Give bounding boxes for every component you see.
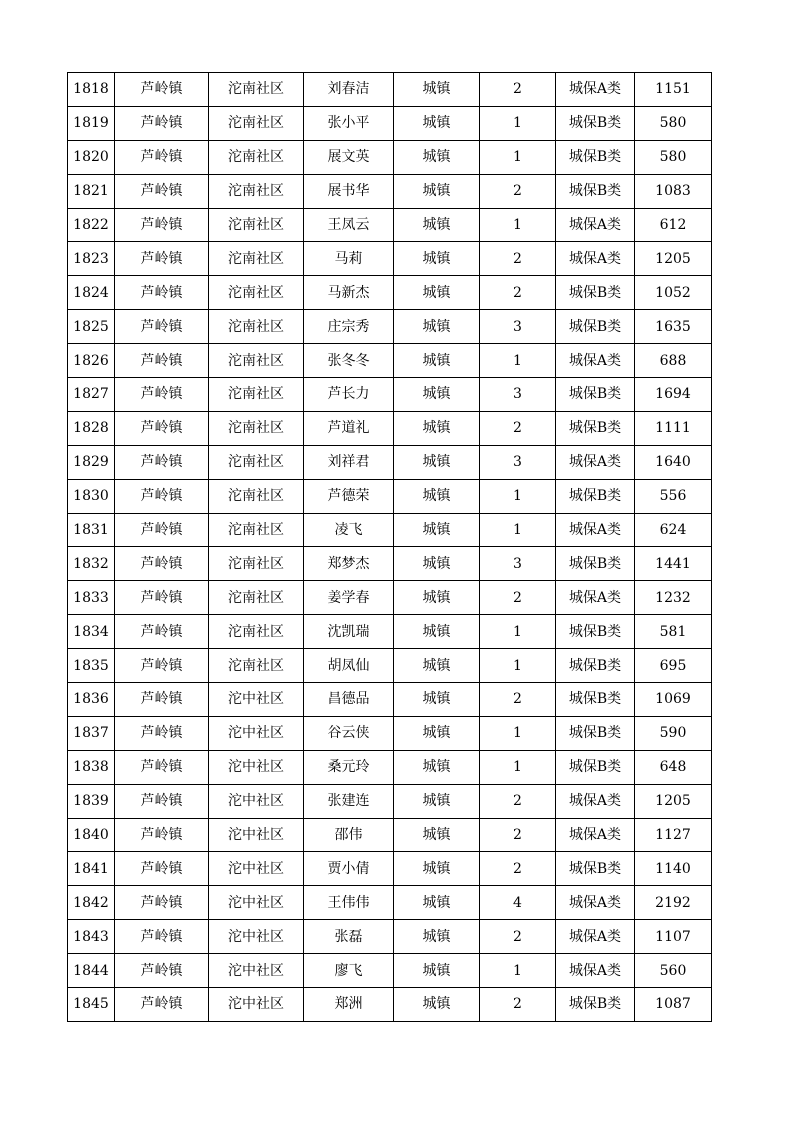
name-cell: 王伟伟 xyxy=(304,886,394,920)
amount-cell: 1107 xyxy=(635,920,712,954)
community-cell: 沱南社区 xyxy=(209,310,304,344)
town-cell: 芦岭镇 xyxy=(115,208,209,242)
town-cell: 芦岭镇 xyxy=(115,445,209,479)
category-cell: 城镇 xyxy=(394,547,480,581)
category-cell: 城镇 xyxy=(394,615,480,649)
name-cell: 沈凯瑞 xyxy=(304,615,394,649)
community-cell: 沱南社区 xyxy=(209,513,304,547)
amount-cell: 624 xyxy=(635,513,712,547)
household-size-cell: 1 xyxy=(480,344,556,378)
amount-cell: 2192 xyxy=(635,886,712,920)
category-cell: 城镇 xyxy=(394,683,480,717)
insurance-type-cell: 城保A类 xyxy=(556,242,635,276)
insurance-type-cell: 城保A类 xyxy=(556,581,635,615)
serial-cell: 1821 xyxy=(68,174,115,208)
community-cell: 沱南社区 xyxy=(209,174,304,208)
community-cell: 沱南社区 xyxy=(209,242,304,276)
amount-cell: 688 xyxy=(635,344,712,378)
town-cell: 芦岭镇 xyxy=(115,344,209,378)
data-table xyxy=(67,72,712,1022)
community-cell: 沱南社区 xyxy=(209,479,304,513)
category-cell: 城镇 xyxy=(394,73,480,107)
household-size-cell: 2 xyxy=(480,242,556,276)
household-size-cell: 2 xyxy=(480,988,556,1022)
town-cell: 芦岭镇 xyxy=(115,818,209,852)
table-row xyxy=(68,411,712,445)
table-row xyxy=(68,649,712,683)
name-cell: 庄宗秀 xyxy=(304,310,394,344)
insurance-type-cell: 城保A类 xyxy=(556,954,635,988)
household-size-cell: 1 xyxy=(480,649,556,683)
town-cell: 芦岭镇 xyxy=(115,140,209,174)
household-size-cell: 2 xyxy=(480,683,556,717)
household-size-cell: 1 xyxy=(480,208,556,242)
community-cell: 沱中社区 xyxy=(209,988,304,1022)
table-row xyxy=(68,174,712,208)
household-size-cell: 3 xyxy=(480,445,556,479)
table-row xyxy=(68,818,712,852)
community-cell: 沱中社区 xyxy=(209,818,304,852)
category-cell: 城镇 xyxy=(394,411,480,445)
serial-cell: 1818 xyxy=(68,73,115,107)
amount-cell: 1694 xyxy=(635,378,712,412)
name-cell: 昌德品 xyxy=(304,683,394,717)
name-cell: 芦长力 xyxy=(304,378,394,412)
insurance-type-cell: 城保B类 xyxy=(556,276,635,310)
category-cell: 城镇 xyxy=(394,344,480,378)
table-row xyxy=(68,106,712,140)
town-cell: 芦岭镇 xyxy=(115,378,209,412)
amount-cell: 560 xyxy=(635,954,712,988)
community-cell: 沱南社区 xyxy=(209,581,304,615)
table-row xyxy=(68,852,712,886)
amount-cell: 1640 xyxy=(635,445,712,479)
name-cell: 郑洲 xyxy=(304,988,394,1022)
amount-cell: 1127 xyxy=(635,818,712,852)
community-cell: 沱中社区 xyxy=(209,852,304,886)
town-cell: 芦岭镇 xyxy=(115,276,209,310)
table-row xyxy=(68,716,712,750)
table-row xyxy=(68,344,712,378)
category-cell: 城镇 xyxy=(394,818,480,852)
table-row xyxy=(68,242,712,276)
household-size-cell: 1 xyxy=(480,716,556,750)
category-cell: 城镇 xyxy=(394,445,480,479)
category-cell: 城镇 xyxy=(394,852,480,886)
amount-cell: 1232 xyxy=(635,581,712,615)
community-cell: 沱南社区 xyxy=(209,378,304,412)
name-cell: 张小平 xyxy=(304,106,394,140)
insurance-type-cell: 城保B类 xyxy=(556,411,635,445)
table-row xyxy=(68,479,712,513)
category-cell: 城镇 xyxy=(394,920,480,954)
amount-cell: 580 xyxy=(635,106,712,140)
serial-cell: 1819 xyxy=(68,106,115,140)
household-size-cell: 2 xyxy=(480,920,556,954)
table-row xyxy=(68,581,712,615)
household-size-cell: 1 xyxy=(480,513,556,547)
category-cell: 城镇 xyxy=(394,242,480,276)
insurance-type-cell: 城保B类 xyxy=(556,649,635,683)
insurance-type-cell: 城保A类 xyxy=(556,920,635,954)
table-row xyxy=(68,310,712,344)
household-size-cell: 4 xyxy=(480,886,556,920)
serial-cell: 1841 xyxy=(68,852,115,886)
town-cell: 芦岭镇 xyxy=(115,479,209,513)
category-cell: 城镇 xyxy=(394,649,480,683)
community-cell: 沱南社区 xyxy=(209,73,304,107)
amount-cell: 1052 xyxy=(635,276,712,310)
name-cell: 芦道礼 xyxy=(304,411,394,445)
name-cell: 刘祥君 xyxy=(304,445,394,479)
name-cell: 邵伟 xyxy=(304,818,394,852)
insurance-type-cell: 城保B类 xyxy=(556,852,635,886)
household-size-cell: 3 xyxy=(480,547,556,581)
serial-cell: 1825 xyxy=(68,310,115,344)
insurance-type-cell: 城保A类 xyxy=(556,513,635,547)
household-size-cell: 1 xyxy=(480,954,556,988)
town-cell: 芦岭镇 xyxy=(115,581,209,615)
insurance-type-cell: 城保A类 xyxy=(556,784,635,818)
community-cell: 沱南社区 xyxy=(209,445,304,479)
insurance-type-cell: 城保B类 xyxy=(556,479,635,513)
serial-cell: 1845 xyxy=(68,988,115,1022)
community-cell: 沱南社区 xyxy=(209,649,304,683)
serial-cell: 1834 xyxy=(68,615,115,649)
amount-cell: 695 xyxy=(635,649,712,683)
town-cell: 芦岭镇 xyxy=(115,547,209,581)
name-cell: 桑元玲 xyxy=(304,750,394,784)
table-row xyxy=(68,276,712,310)
category-cell: 城镇 xyxy=(394,310,480,344)
household-size-cell: 2 xyxy=(480,411,556,445)
amount-cell: 1140 xyxy=(635,852,712,886)
serial-cell: 1839 xyxy=(68,784,115,818)
town-cell: 芦岭镇 xyxy=(115,310,209,344)
community-cell: 沱南社区 xyxy=(209,615,304,649)
town-cell: 芦岭镇 xyxy=(115,852,209,886)
category-cell: 城镇 xyxy=(394,513,480,547)
community-cell: 沱中社区 xyxy=(209,683,304,717)
community-cell: 沱南社区 xyxy=(209,276,304,310)
town-cell: 芦岭镇 xyxy=(115,615,209,649)
community-cell: 沱中社区 xyxy=(209,920,304,954)
amount-cell: 1069 xyxy=(635,683,712,717)
name-cell: 郑梦杰 xyxy=(304,547,394,581)
town-cell: 芦岭镇 xyxy=(115,886,209,920)
amount-cell: 1151 xyxy=(635,73,712,107)
household-size-cell: 2 xyxy=(480,73,556,107)
town-cell: 芦岭镇 xyxy=(115,174,209,208)
name-cell: 谷云侠 xyxy=(304,716,394,750)
insurance-type-cell: 城保A类 xyxy=(556,344,635,378)
amount-cell: 612 xyxy=(635,208,712,242)
household-size-cell: 1 xyxy=(480,106,556,140)
community-cell: 沱南社区 xyxy=(209,547,304,581)
insurance-type-cell: 城保B类 xyxy=(556,988,635,1022)
community-cell: 沱中社区 xyxy=(209,750,304,784)
community-cell: 沱南社区 xyxy=(209,106,304,140)
household-size-cell: 2 xyxy=(480,784,556,818)
amount-cell: 580 xyxy=(635,140,712,174)
household-size-cell: 1 xyxy=(480,479,556,513)
insurance-type-cell: 城保B类 xyxy=(556,750,635,784)
name-cell: 廖飞 xyxy=(304,954,394,988)
name-cell: 王凤云 xyxy=(304,208,394,242)
serial-cell: 1831 xyxy=(68,513,115,547)
category-cell: 城镇 xyxy=(394,378,480,412)
town-cell: 芦岭镇 xyxy=(115,716,209,750)
insurance-type-cell: 城保A类 xyxy=(556,73,635,107)
household-size-cell: 2 xyxy=(480,818,556,852)
category-cell: 城镇 xyxy=(394,988,480,1022)
amount-cell: 1205 xyxy=(635,242,712,276)
amount-cell: 590 xyxy=(635,716,712,750)
household-size-cell: 3 xyxy=(480,378,556,412)
community-cell: 沱南社区 xyxy=(209,344,304,378)
community-cell: 沱中社区 xyxy=(209,784,304,818)
insurance-type-cell: 城保B类 xyxy=(556,140,635,174)
serial-cell: 1822 xyxy=(68,208,115,242)
insurance-type-cell: 城保B类 xyxy=(556,106,635,140)
community-cell: 沱中社区 xyxy=(209,954,304,988)
table-row xyxy=(68,208,712,242)
insurance-type-cell: 城保B类 xyxy=(556,310,635,344)
amount-cell: 1111 xyxy=(635,411,712,445)
category-cell: 城镇 xyxy=(394,276,480,310)
name-cell: 展书华 xyxy=(304,174,394,208)
serial-cell: 1823 xyxy=(68,242,115,276)
serial-cell: 1827 xyxy=(68,378,115,412)
table-row xyxy=(68,920,712,954)
name-cell: 芦德荣 xyxy=(304,479,394,513)
category-cell: 城镇 xyxy=(394,106,480,140)
serial-cell: 1830 xyxy=(68,479,115,513)
serial-cell: 1836 xyxy=(68,683,115,717)
town-cell: 芦岭镇 xyxy=(115,988,209,1022)
serial-cell: 1828 xyxy=(68,411,115,445)
amount-cell: 1087 xyxy=(635,988,712,1022)
insurance-type-cell: 城保A类 xyxy=(556,818,635,852)
category-cell: 城镇 xyxy=(394,886,480,920)
serial-cell: 1833 xyxy=(68,581,115,615)
table-body xyxy=(68,73,712,1022)
name-cell: 展文英 xyxy=(304,140,394,174)
household-size-cell: 2 xyxy=(480,581,556,615)
category-cell: 城镇 xyxy=(394,954,480,988)
table-row xyxy=(68,750,712,784)
amount-cell: 556 xyxy=(635,479,712,513)
table-row xyxy=(68,140,712,174)
town-cell: 芦岭镇 xyxy=(115,411,209,445)
community-cell: 沱中社区 xyxy=(209,716,304,750)
serial-cell: 1824 xyxy=(68,276,115,310)
serial-cell: 1840 xyxy=(68,818,115,852)
serial-cell: 1820 xyxy=(68,140,115,174)
table-row xyxy=(68,988,712,1022)
serial-cell: 1826 xyxy=(68,344,115,378)
table-row xyxy=(68,547,712,581)
amount-cell: 581 xyxy=(635,615,712,649)
name-cell: 张建连 xyxy=(304,784,394,818)
household-size-cell: 2 xyxy=(480,174,556,208)
category-cell: 城镇 xyxy=(394,140,480,174)
name-cell: 胡凤仙 xyxy=(304,649,394,683)
serial-cell: 1829 xyxy=(68,445,115,479)
serial-cell: 1843 xyxy=(68,920,115,954)
category-cell: 城镇 xyxy=(394,581,480,615)
name-cell: 刘春洁 xyxy=(304,73,394,107)
town-cell: 芦岭镇 xyxy=(115,683,209,717)
amount-cell: 1441 xyxy=(635,547,712,581)
insurance-type-cell: 城保A类 xyxy=(556,445,635,479)
serial-cell: 1838 xyxy=(68,750,115,784)
name-cell: 张磊 xyxy=(304,920,394,954)
insurance-type-cell: 城保B类 xyxy=(556,547,635,581)
household-size-cell: 1 xyxy=(480,750,556,784)
town-cell: 芦岭镇 xyxy=(115,106,209,140)
insurance-type-cell: 城保A类 xyxy=(556,208,635,242)
insurance-type-cell: 城保B类 xyxy=(556,174,635,208)
category-cell: 城镇 xyxy=(394,750,480,784)
amount-cell: 1635 xyxy=(635,310,712,344)
table-row xyxy=(68,683,712,717)
table-row xyxy=(68,513,712,547)
serial-cell: 1842 xyxy=(68,886,115,920)
household-size-cell: 1 xyxy=(480,615,556,649)
table-row xyxy=(68,73,712,107)
table-row xyxy=(68,445,712,479)
name-cell: 张冬冬 xyxy=(304,344,394,378)
town-cell: 芦岭镇 xyxy=(115,649,209,683)
category-cell: 城镇 xyxy=(394,716,480,750)
table-row xyxy=(68,784,712,818)
serial-cell: 1832 xyxy=(68,547,115,581)
category-cell: 城镇 xyxy=(394,784,480,818)
category-cell: 城镇 xyxy=(394,479,480,513)
town-cell: 芦岭镇 xyxy=(115,750,209,784)
household-size-cell: 2 xyxy=(480,276,556,310)
serial-cell: 1844 xyxy=(68,954,115,988)
amount-cell: 648 xyxy=(635,750,712,784)
town-cell: 芦岭镇 xyxy=(115,73,209,107)
town-cell: 芦岭镇 xyxy=(115,242,209,276)
insurance-type-cell: 城保B类 xyxy=(556,716,635,750)
table-row xyxy=(68,886,712,920)
amount-cell: 1205 xyxy=(635,784,712,818)
household-size-cell: 2 xyxy=(480,852,556,886)
table-row xyxy=(68,615,712,649)
table-row xyxy=(68,954,712,988)
community-cell: 沱南社区 xyxy=(209,208,304,242)
name-cell: 贾小倩 xyxy=(304,852,394,886)
town-cell: 芦岭镇 xyxy=(115,954,209,988)
town-cell: 芦岭镇 xyxy=(115,920,209,954)
amount-cell: 1083 xyxy=(635,174,712,208)
category-cell: 城镇 xyxy=(394,174,480,208)
table-row xyxy=(68,378,712,412)
insurance-type-cell: 城保A类 xyxy=(556,886,635,920)
category-cell: 城镇 xyxy=(394,208,480,242)
community-cell: 沱南社区 xyxy=(209,140,304,174)
community-cell: 沱中社区 xyxy=(209,886,304,920)
serial-cell: 1835 xyxy=(68,649,115,683)
serial-cell: 1837 xyxy=(68,716,115,750)
community-cell: 沱南社区 xyxy=(209,411,304,445)
insurance-type-cell: 城保B类 xyxy=(556,378,635,412)
town-cell: 芦岭镇 xyxy=(115,513,209,547)
household-size-cell: 3 xyxy=(480,310,556,344)
name-cell: 姜学春 xyxy=(304,581,394,615)
insurance-type-cell: 城保B类 xyxy=(556,683,635,717)
household-size-cell: 1 xyxy=(480,140,556,174)
town-cell: 芦岭镇 xyxy=(115,784,209,818)
name-cell: 凌飞 xyxy=(304,513,394,547)
name-cell: 马新杰 xyxy=(304,276,394,310)
insurance-type-cell: 城保B类 xyxy=(556,615,635,649)
name-cell: 马莉 xyxy=(304,242,394,276)
